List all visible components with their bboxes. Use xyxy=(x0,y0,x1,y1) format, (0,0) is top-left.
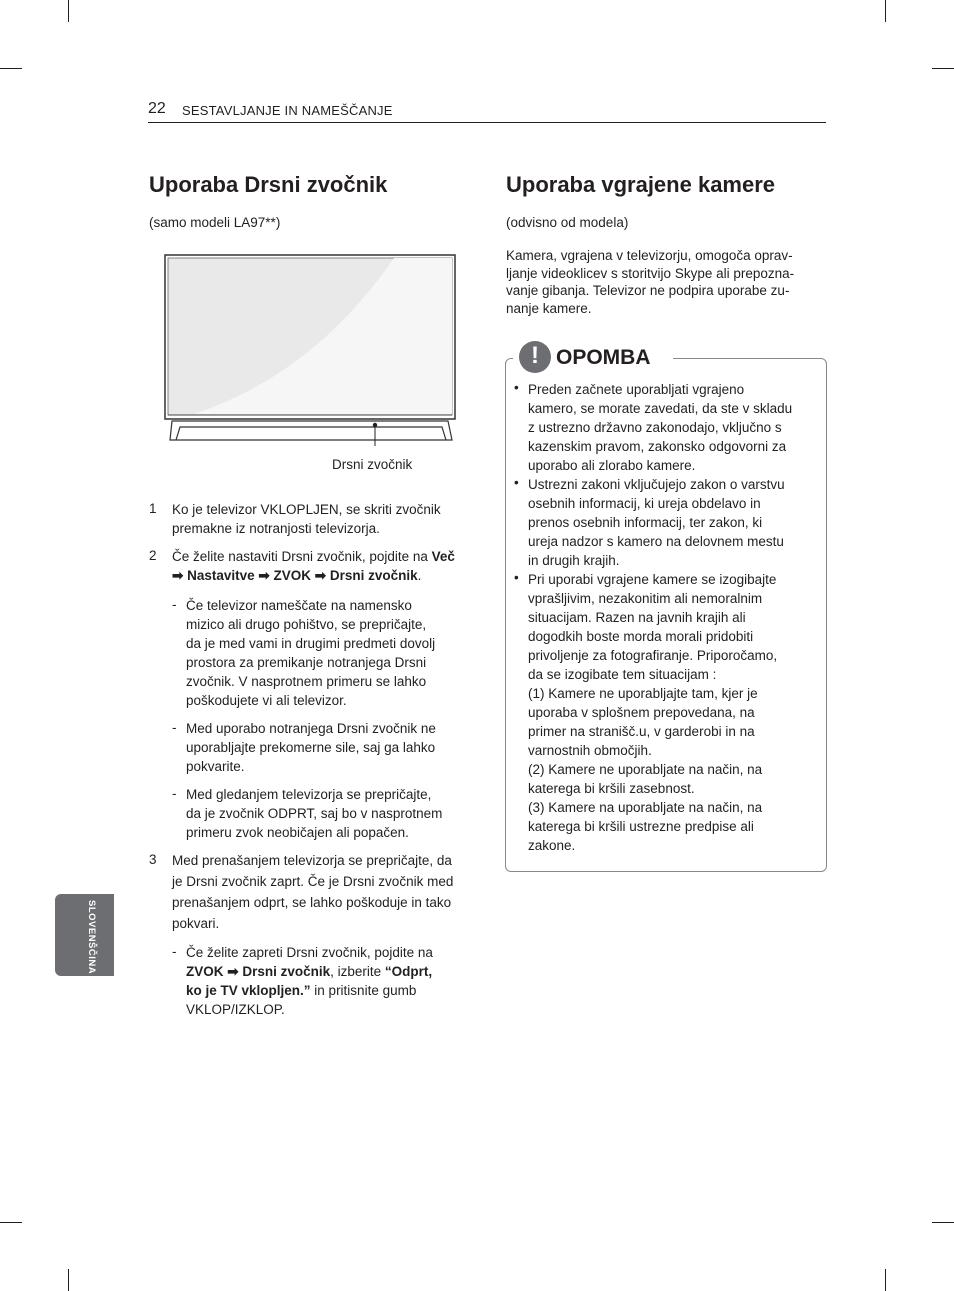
sub-item-2: Med uporabo notranjega Drsni zvočnik ne uporabljajte prekomerne sile, saj ga lahko pokvarite. xyxy=(186,721,436,774)
language-tab xyxy=(55,894,114,976)
crop-mark xyxy=(885,1269,886,1291)
note-title: OPOMBA xyxy=(556,346,651,369)
menu-settings: Nastavitve xyxy=(187,568,255,583)
sub-item-1: Če televizor nameščate na namensko mizico ali drugo pohištvo, se prepričajte, da je med vami in drugimi predmeti dovolj prostora za premikanje notranjega Drsni zvočnik. V nasprotnem primeru se lahko poškodujete vi ali televizor. xyxy=(186,598,436,708)
menu-sound: ZVOK xyxy=(273,568,311,583)
crop-mark xyxy=(932,68,954,69)
tv-illustration xyxy=(164,254,458,446)
step-2-text: Če želite nastaviti Drsni zvočnik, pojdite na Več ➡ Nastavitve ➡ ZVOK ➡ Drsni zvočnik. xyxy=(172,549,455,583)
figure-caption: Drsni zvočnik xyxy=(332,457,413,472)
bullet: • xyxy=(514,475,519,490)
step-3-text: Med prenašanjem televizorja se prepričajte, da je Drsni zvočnik zaprt. Če je Drsni zvočnik med prenašanjem odprt, se lahko poškoduje in tako pokvari. xyxy=(172,853,454,931)
crop-mark xyxy=(0,1222,22,1223)
crop-mark xyxy=(932,1222,954,1223)
exclamation-icon: ! xyxy=(519,341,551,373)
note-text: Preden začnete uporabljati vgrajeno kamero, se morate zavedati, da ste v skladu z ustrezno državno zakonodajo, vključno s kazenskim pravom, zakonsko odgovorni za uporabo ali zlorabo kamere. Ustrezni zakoni vključujejo zakon o varstvu osebnih informacij, ki ureja obdelavo in prenos osebnih informacij, ter zakon, ki ureja nadzor s kamero na delovnem mestu in drugih krajih. Pri uporabi vgrajene kamere se izogibajte vprašljivim, nezakonitim ali nemoralnim situacijam. Razen na javnih krajih ali dogodkih boste morda morali pridobiti privoljenje za fotografiranje. Priporočamo, da se izogibate tem situacijam : (1) Kamere ne uporabljajte tam, kjer je uporaba v splošnem prepovedana, na primer na stranišč.u, v garderobi in na varnostnih območjih. (2) Kamere ne uporabljate na način, na katerega bi kršili zasebnost. (3) Kamere na uporabljate na način, na katerega bi kršili ustrezne predpise ali zakone. xyxy=(528,382,793,853)
bullet: • xyxy=(514,570,519,585)
crop-mark xyxy=(885,0,886,22)
camera-intro: Kamera, vgrajena v televizorju, omogoča oprav- ljanje videoklicev s storitvijo Skype ali prepozna- vanje gibanja. Televizor ne podpira uporabe zu- nanje kamere. xyxy=(506,248,795,316)
right-subtitle: (odvisno od modela) xyxy=(506,215,629,230)
page-number: 22 xyxy=(148,100,166,117)
menu-more: Več xyxy=(431,549,455,564)
left-subtitle: (samo modeli LA97**) xyxy=(149,215,281,230)
dash: - xyxy=(172,786,177,801)
step-number: 3 xyxy=(149,852,157,867)
right-heading: Uporaba vgrajene kamere xyxy=(506,172,776,197)
step-1-text: Ko je televizor VKLOPLJEN, se skriti zvočnik premakne iz notranjosti televizorja. xyxy=(172,502,441,536)
dash: - xyxy=(172,720,177,735)
section-title: SESTAVLJANJE IN NAMEŠČANJE xyxy=(182,103,393,118)
bullet: • xyxy=(514,380,519,395)
crop-mark xyxy=(68,0,69,22)
dash: - xyxy=(172,597,177,612)
sub-item-3: Med gledanjem televizorja se prepričajte, da je zvočnik ODPRT, saj bo v nasprotnem primeru zvok neobičajen ali popačen. xyxy=(186,787,443,840)
sub-item-4: Če želite zapreti Drsni zvočnik, pojdite na ZVOK ➡ Drsni zvočnik, izberite “Odprt, ko je TV vklopljen.” in pritisnite gumb VKLOP/IZKLOP. xyxy=(186,945,433,1017)
step-number: 2 xyxy=(149,548,157,563)
step-number: 1 xyxy=(149,501,157,516)
dash: - xyxy=(172,944,177,959)
menu-sliding-speaker: Drsni zvočnik xyxy=(329,568,418,583)
left-heading: Uporaba Drsni zvočnik xyxy=(149,172,388,197)
crop-mark xyxy=(0,68,22,69)
language-label: SLOVENŠČINA xyxy=(86,900,97,975)
crop-mark xyxy=(68,1269,69,1291)
page-header xyxy=(148,100,826,123)
